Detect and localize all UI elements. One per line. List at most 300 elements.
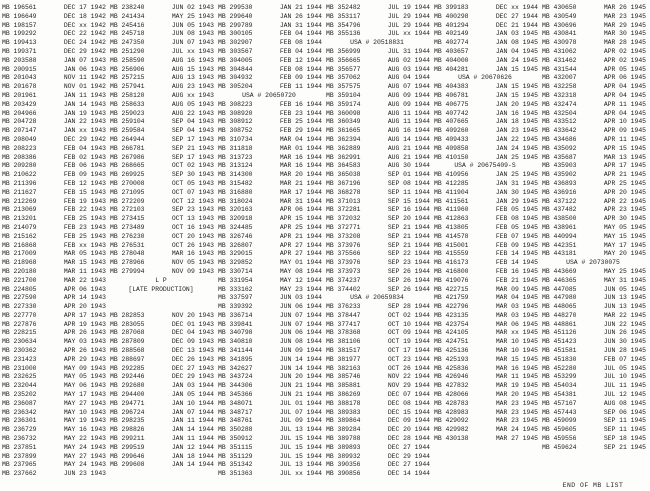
serial-number: MB 300105	[218, 30, 253, 38]
list-item	[542, 189, 650, 198]
entry-date: JUL 29 1944	[387, 21, 430, 29]
entry-date: AUG 08 1945	[603, 399, 646, 407]
list-item	[2, 461, 110, 470]
serial-number: MB 428066	[434, 391, 469, 399]
list-item	[326, 206, 434, 215]
entry-date: JUN 05 1943	[171, 21, 214, 29]
serial-number: MB 403657	[434, 47, 469, 55]
entry-date: AUG 09 1944	[387, 100, 430, 108]
entry-date: JUN 09 1944	[279, 347, 322, 355]
serial-number: MB 272103	[110, 206, 145, 214]
entry-date: APR 25 1944	[279, 223, 322, 231]
list-item	[2, 250, 110, 259]
serial-number: MB 320163	[218, 206, 253, 214]
list-item	[218, 206, 326, 215]
list-item	[542, 154, 650, 163]
entry-date: JUN 06 1944	[279, 303, 322, 311]
list-item	[434, 329, 542, 338]
column-6	[542, 4, 650, 491]
entry-date: MAY 17 1945	[603, 241, 646, 249]
serial-number: MB 399183	[434, 4, 469, 11]
list-item	[434, 22, 542, 31]
entry-date: FEB 25 1943	[63, 232, 106, 240]
serial-number: MB 360349	[326, 118, 361, 126]
entry-date: DEC 29 1943	[171, 373, 214, 381]
serial-number: MB 451830	[542, 355, 577, 363]
list-item	[542, 66, 650, 75]
serial-number: MB 364583	[326, 162, 361, 170]
list-item	[542, 329, 650, 338]
entry-date: FEB 08 1944	[279, 65, 322, 73]
list-item	[434, 92, 542, 101]
list-item	[218, 242, 326, 251]
list-item	[434, 338, 542, 347]
list-item	[218, 30, 326, 39]
entry-date: JUN 14 1944	[279, 364, 322, 372]
entry-date: FEB 23 1944	[279, 109, 322, 117]
list-item	[218, 145, 326, 154]
section-heading: [LATE PRODUCTION]	[128, 285, 194, 293]
entry-date: JAN 07 1944	[171, 408, 214, 416]
serial-number: MB 282853	[110, 311, 145, 319]
list-item	[326, 136, 434, 145]
list-item	[2, 242, 110, 251]
list-item	[542, 48, 650, 57]
serial-number: MB 412863	[434, 215, 469, 223]
list-item	[542, 242, 650, 251]
list-item	[326, 391, 434, 400]
serial-number: MB 310734	[218, 135, 253, 143]
serial-number: MB 373973	[326, 267, 361, 275]
list-item	[434, 127, 542, 136]
list-item	[2, 83, 110, 92]
list-item	[326, 57, 434, 66]
entry-date: JAN 30 1945	[495, 188, 538, 196]
entry-date: MAY 24 1943	[63, 461, 106, 469]
serial-number: MB 217009	[2, 250, 37, 258]
list-item	[542, 162, 650, 171]
list-item	[2, 136, 110, 145]
list-item	[2, 215, 110, 224]
entry-date: APR 20 1945	[603, 188, 646, 196]
serial-number: MB 385746	[326, 373, 361, 381]
serial-number: MB 299519	[110, 443, 145, 451]
entry-date: MAY 01 1944	[279, 259, 322, 267]
entry-date: SEP 16 1944	[387, 206, 430, 214]
list-item	[110, 453, 218, 462]
list-item	[110, 136, 218, 145]
list-item	[218, 444, 326, 453]
serial-number: MB 343724	[218, 373, 253, 381]
list-item	[218, 373, 326, 382]
list-item	[2, 470, 110, 479]
serial-number: MB 199292	[2, 30, 37, 38]
entry-date: APR 26 1943	[63, 329, 106, 337]
entry-date: JUL 11 1945	[603, 382, 646, 390]
entry-date: FEB 23 1943	[63, 223, 106, 231]
serial-number: MB 432474	[542, 100, 577, 108]
entry-date: APR 29 1943	[63, 355, 106, 363]
entry-date: SEP 21 1944	[387, 241, 430, 249]
entry-date: NOV 05 1943	[171, 259, 214, 267]
serial-number: MB 389932	[326, 452, 361, 460]
serial-number: MB 386269	[326, 391, 361, 399]
entry-date: MAR 13 1945	[603, 153, 646, 161]
entry-date: MAR 04 1944	[279, 135, 322, 143]
entry-date: MAY 06 1943	[63, 382, 106, 390]
entry-date: JUN 07 1943	[171, 39, 214, 47]
serial-number: MB 258590	[110, 56, 145, 64]
list-item	[110, 391, 218, 400]
serial-number: MB 424751	[434, 338, 469, 346]
entry-date: FEB 05 1945	[495, 206, 538, 214]
entry-date: APR 06 1944	[279, 206, 322, 214]
entry-date: OCT 26 1943	[171, 241, 214, 249]
list-item	[218, 171, 326, 180]
list-item	[434, 435, 542, 444]
serial-number: MB 354796	[326, 21, 361, 29]
serial-number: MB 199371	[2, 47, 37, 55]
serial-number: MB 409858	[434, 144, 469, 152]
entry-date: JAN 23 1945	[495, 127, 538, 135]
entry-date: MAY 03 1943	[63, 338, 106, 346]
list-item	[2, 30, 110, 39]
list-item	[2, 4, 110, 13]
list-item	[2, 338, 110, 347]
entry-date: FEB 12 1943	[63, 179, 106, 187]
entry-date: JAN 25 1945	[495, 153, 538, 161]
serial-number: MB 371013	[326, 197, 361, 205]
serial-number: MB 409433	[434, 135, 469, 143]
list-item	[2, 189, 110, 198]
entry-date: JAN 11 1944	[171, 435, 214, 443]
serial-number: MB 415559	[434, 250, 469, 258]
serial-number: MB 423754	[434, 320, 469, 328]
list-item	[326, 127, 434, 136]
column-5	[434, 4, 542, 479]
entry-date: AUG 23 1943	[171, 83, 214, 91]
serial-number: MB 425136	[434, 347, 469, 355]
serial-number: MB 201043	[2, 74, 37, 82]
list-item	[542, 198, 650, 207]
entry-date: DEC 29 1944	[387, 452, 430, 460]
list-item	[110, 417, 218, 426]
entry-date: DEC 29 1942	[63, 135, 106, 143]
entry-date: DEC 26 1943	[171, 355, 214, 363]
entry-date: JAN 10 1944	[171, 399, 214, 407]
list-item	[218, 110, 326, 119]
list-item	[2, 74, 110, 83]
list-item	[218, 409, 326, 418]
serial-number: MB 362889	[326, 144, 361, 152]
list-item	[2, 382, 110, 391]
list-item	[110, 400, 218, 409]
serial-number: MB 451126	[542, 329, 577, 337]
serial-number: MB 373976	[326, 259, 361, 267]
entry-date: MAY 20 1945	[603, 250, 646, 258]
list-item	[542, 4, 650, 13]
entry-date: SEP 26 1944	[387, 267, 430, 275]
serial-number: MB 438500	[542, 215, 577, 223]
list-item	[2, 198, 110, 207]
entry-date: MAR 19 1945	[495, 382, 538, 390]
entry-date: OCT 07 1943	[171, 188, 214, 196]
list-item	[2, 277, 110, 286]
list-item	[326, 198, 434, 207]
serial-number: MB 211627	[2, 188, 37, 196]
entry-date: FEB 25 1944	[279, 118, 322, 126]
list-item	[542, 277, 650, 286]
list-item	[110, 224, 218, 233]
list-item	[434, 215, 542, 224]
entry-date: MAY 23 1944	[279, 285, 322, 293]
serial-number: MB 438961	[542, 223, 577, 231]
entry-date: NOV 20 1943	[171, 311, 214, 319]
serial-number: MB 423135	[434, 311, 469, 319]
list-item	[110, 118, 218, 127]
serial-number: MB 389893	[326, 443, 361, 451]
entry-date: MAR 26 1945	[603, 4, 646, 11]
serial-number: MB 352482	[326, 4, 361, 11]
list-item	[110, 154, 218, 163]
entry-date: APR 21 1944	[279, 232, 322, 240]
entry-date: JAN 03 1945	[495, 30, 538, 38]
section-heading: USA # 20730075	[566, 259, 620, 267]
list-item	[326, 189, 434, 198]
entry-date: NOV 22 1944	[387, 373, 430, 381]
serial-number: MB 411904	[434, 188, 469, 196]
serial-number: MB 356577	[326, 65, 361, 73]
list-item	[2, 180, 110, 189]
serial-number: MB 348761	[218, 417, 253, 425]
serial-number: MB 377417	[326, 320, 361, 328]
serial-number: MB 404281	[434, 65, 469, 73]
serial-number: MB 350288	[218, 426, 253, 434]
entry-date: JAN 05 1944	[171, 391, 214, 399]
entry-date: JUL 01 1944	[279, 399, 322, 407]
entry-date: JUL 09 1944	[279, 417, 322, 425]
serial-number: MB 215162	[2, 232, 37, 240]
serial-number: MB 459556	[542, 435, 577, 443]
entry-date: JAN 22 1943	[63, 118, 106, 126]
entry-date: MAR 17 1944	[279, 188, 322, 196]
serial-number: MB 231000	[2, 364, 37, 372]
blank-row	[434, 453, 542, 462]
serial-number: MB 454034	[542, 382, 577, 390]
entry-date: AUG 07 1944	[387, 83, 430, 91]
entry-date: DEC 24 1942	[63, 39, 106, 47]
entry-date: JUN 03 1944	[279, 294, 322, 302]
serial-number: MB 415001	[434, 241, 469, 249]
list-item	[110, 338, 218, 347]
list-item	[542, 303, 650, 312]
serial-number: MB 228215	[2, 329, 37, 337]
list-item	[326, 110, 434, 119]
list-item	[434, 30, 542, 39]
serial-number: MB 273415	[110, 215, 145, 223]
blank-row	[434, 444, 542, 453]
entry-date: MAR 10 1945	[495, 347, 538, 355]
list-item	[218, 321, 326, 330]
serial-number: MB 220180	[2, 267, 37, 275]
list-item	[110, 409, 218, 418]
serial-number: MB 433512	[542, 118, 577, 126]
serial-number: MB 430138	[434, 435, 469, 443]
entry-date: MAY 25 1943	[171, 12, 214, 20]
serial-number: MB 413805	[434, 223, 469, 231]
list-item	[218, 118, 326, 127]
blank-row	[110, 294, 218, 303]
entry-date: SEP 17 1943	[171, 135, 214, 143]
serial-number: MB 259104	[110, 118, 145, 126]
section-heading: USA # 20675409-S	[454, 162, 516, 170]
list-item	[434, 4, 542, 13]
entry-date: DEC xx 1944	[495, 4, 538, 11]
entry-date: MAY 05 1943	[63, 373, 106, 381]
list-item	[110, 444, 218, 453]
list-item	[542, 435, 650, 444]
serial-number: MB 208386	[2, 153, 37, 161]
serial-number: MB 436893	[542, 179, 577, 187]
list-item	[542, 250, 650, 259]
entry-date: JAN 06 1943	[63, 65, 106, 73]
list-item	[326, 13, 434, 22]
list-item	[542, 400, 650, 409]
serial-number: MB 287068	[110, 329, 145, 337]
serial-number: MB 459605	[542, 426, 577, 434]
entry-date: MAY 17 1943	[63, 391, 106, 399]
serial-number: MB 442351	[542, 241, 577, 249]
serial-number: MB 357062	[326, 74, 361, 82]
serial-number: MB 432318	[542, 91, 577, 99]
serial-number: MB 351342	[218, 461, 253, 469]
list-item	[218, 13, 326, 22]
list-item	[542, 268, 650, 277]
entry-date: AUG 13 1943	[171, 74, 214, 82]
entry-date: AUG 03 1944	[387, 65, 430, 73]
serial-number: MB 251290	[110, 47, 145, 55]
entry-date: AUG 21 1944	[387, 153, 430, 161]
entry-date: MAR 24 1945	[495, 426, 538, 434]
entry-date: APR 27 1944	[279, 241, 322, 249]
serial-number: MB 308752	[218, 127, 253, 135]
serial-number: MB 357575	[326, 83, 361, 91]
list-item	[2, 312, 110, 321]
entry-date: DEC 01 1943	[171, 320, 214, 328]
entry-date: FEB 22 1943	[63, 206, 106, 214]
serial-number: MB 276230	[110, 232, 145, 240]
list-item	[2, 259, 110, 268]
serial-number: MB 381977	[326, 355, 361, 363]
entry-date: JAN 18 1945	[495, 118, 538, 126]
entry-date: MAR 10 1945	[495, 338, 538, 346]
list-item	[110, 127, 218, 136]
serial-number: MB 299789	[218, 21, 253, 29]
list-item	[2, 329, 110, 338]
entry-date: MAR 15 1943	[63, 259, 106, 267]
serial-number: MB 361665	[326, 127, 361, 135]
list-item	[2, 127, 110, 136]
serial-number: MB 201961	[2, 91, 37, 99]
list-item	[110, 382, 218, 391]
entry-date: JUL 13 1944	[279, 461, 322, 469]
serial-number: MB 236732	[2, 435, 37, 443]
serial-number: MB 196561	[2, 4, 37, 11]
entry-date: APR 15 1944	[279, 215, 322, 223]
serial-number: MB 313124	[218, 162, 253, 170]
entry-date: JUN 07 1944	[279, 320, 322, 328]
serial-number: MB 341895	[218, 355, 253, 363]
entry-date: MAY 27 1943	[63, 399, 106, 407]
list-item	[110, 242, 218, 251]
list-item	[2, 162, 110, 171]
serial-number: MB 367196	[326, 179, 361, 187]
entry-date: FEB 09 1944	[279, 74, 322, 82]
serial-number: MB 287809	[110, 338, 145, 346]
list-item	[542, 215, 650, 224]
serial-number: MB 400298	[434, 12, 469, 20]
entry-date: JUL 10 1945	[603, 373, 646, 381]
serial-number: MB 304005	[218, 56, 253, 64]
entry-date: MAR 16 1945	[495, 364, 538, 372]
blank-row	[434, 461, 542, 470]
list-item	[326, 171, 434, 180]
entry-date: OCT 10 1944	[387, 320, 430, 328]
list-item	[326, 162, 434, 171]
serial-number: MB 214079	[2, 223, 37, 231]
entry-date: SEP 15 1944	[387, 197, 430, 205]
serial-number: MB 339392	[218, 303, 253, 311]
entry-date: JUL 15 1944	[279, 443, 322, 451]
list-item	[542, 382, 650, 391]
list-item	[326, 444, 434, 453]
list-item	[542, 74, 650, 83]
entry-date: DEC 07 1944	[387, 391, 430, 399]
entry-date: JUL 05 1945	[603, 364, 646, 372]
entry-date: FEB 11 1944	[279, 83, 322, 91]
serial-number: MB 411960	[434, 206, 469, 214]
list-item	[2, 321, 110, 330]
list-item	[542, 39, 650, 48]
entry-date: MAR 28 1945	[603, 39, 646, 47]
entry-date: SEP 04 1943	[171, 118, 214, 126]
serial-number: MB 421759	[434, 294, 469, 302]
entry-date: JAN 04 1945	[495, 47, 538, 55]
list-item	[2, 444, 110, 453]
section-heading: L P	[155, 276, 167, 284]
entry-date: MAY 09 1943	[63, 364, 106, 372]
entry-date: JAN 22 1945	[495, 135, 538, 143]
list-item	[542, 13, 650, 22]
entry-date: DEC 22 1942	[63, 30, 106, 38]
entry-date: DEC 08 1944	[387, 399, 430, 407]
entry-date: JAN 11 1944	[171, 417, 214, 425]
entry-date: FEB 09 1943	[63, 171, 106, 179]
serial-number: MB 273489	[110, 223, 145, 231]
list-item	[326, 312, 434, 321]
serial-number: MB 437122	[542, 197, 577, 205]
list-item	[218, 461, 326, 470]
entry-date: DEC 09 1943	[171, 338, 214, 346]
serial-number: MB 340810	[218, 338, 253, 346]
serial-number: MB 404383	[434, 83, 469, 91]
serial-number: MB 362394	[326, 135, 361, 143]
serial-number: MB 428783	[434, 399, 469, 407]
list-item	[542, 30, 650, 39]
entry-date: DEC 27 1944	[495, 12, 538, 20]
serial-number: MB 304844	[218, 65, 253, 73]
list-item	[542, 312, 650, 321]
